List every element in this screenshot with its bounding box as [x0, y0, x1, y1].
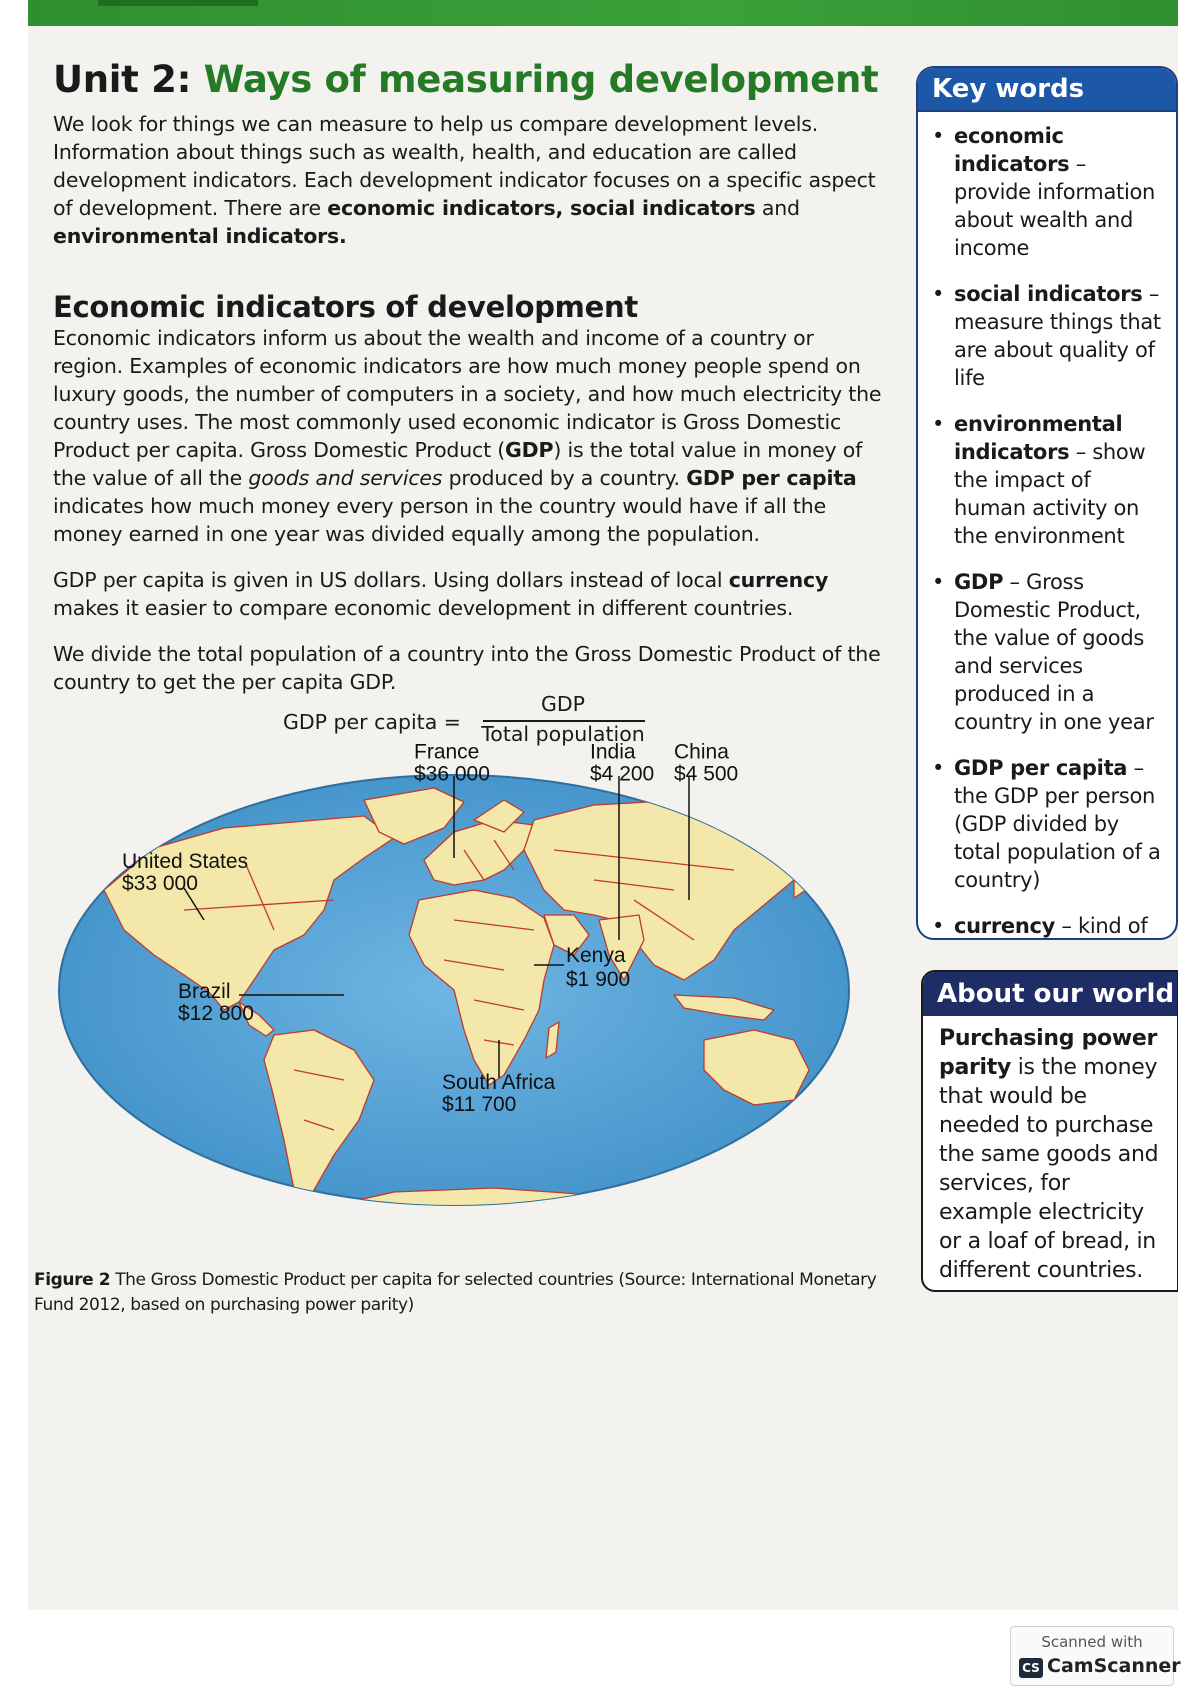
key-word-definition: – Gross Domestic Product, the value of goods and services produced in a country in one year	[954, 570, 1154, 734]
key-word-definition: – show the impact of human activity on the environment	[954, 440, 1146, 548]
formula-numerator: GDP	[540, 692, 586, 716]
bullet-icon: •	[932, 756, 945, 780]
about-term: Purchasing power parity	[939, 1026, 1158, 1080]
key-word-item	[930, 568, 1168, 736]
economic-paragraph-1	[53, 324, 883, 548]
map-label-us-value: $33 000	[122, 872, 198, 895]
key-word-term: GDP	[954, 570, 1004, 594]
map-label-br-country: Brazil	[178, 980, 231, 1003]
about-our-world-text	[923, 1016, 1177, 1285]
map-label-in-value: $4 200	[590, 762, 655, 786]
map-label-cn-value: $4 500	[674, 762, 739, 786]
bullet-icon: •	[932, 282, 945, 306]
new-zealand-shape	[822, 1098, 832, 1122]
map-label-ke-value: $1 900	[566, 968, 631, 991]
unit-title-text: Ways of measuring development	[203, 58, 879, 101]
map-label-za-country: South Africa	[442, 1071, 556, 1094]
map-label-us-country: United States	[122, 850, 249, 873]
map-label-br-value: $12 800	[178, 1002, 254, 1025]
text-run: Economic indicators inform us about the wealth and income of a country or region. Examples of economic indicators are how much money people spend on luxury goods, the number of computers in a society, and how much electricity the country uses. The most commonly used economic indicator is Gross Domestic Product per capita. Gross Domestic Product (	[53, 326, 882, 462]
text-run: GDP per capita is given in US dollars. Using dollars instead of local	[53, 568, 729, 592]
text-run: We look for things we can measure to help us compare development levels. Information about things such as wealth, health, and education are called development indicators. Each development indicator focuses on a specific aspect of development. There are	[53, 112, 876, 220]
map-label-in-country: India	[590, 740, 636, 764]
text-run: GDP	[505, 438, 554, 462]
text-run: and	[755, 196, 800, 220]
key-words-box	[916, 66, 1178, 940]
key-word-item	[930, 410, 1168, 550]
economic-heading: Economic indicators of development	[53, 290, 638, 324]
text-run: GDP per capita	[686, 466, 857, 490]
about-definition: is the money that would be needed to purchase the same goods and services, for example electricity or a loaf of bread, in different countries.	[939, 1055, 1159, 1283]
key-word-item	[930, 912, 1168, 940]
figure-label: Figure 2	[34, 1270, 111, 1290]
key-word-term: currency	[954, 914, 1056, 938]
key-word-item	[930, 280, 1168, 392]
key-word-term: social indicators	[954, 282, 1143, 306]
key-word-term: GDP per capita	[954, 756, 1128, 780]
text-run: indicates how much money every person in the country would have if all the money earned in one year was divided equally among the population.	[53, 494, 826, 546]
text-run: ) is the total value in money of the value of all the	[53, 438, 863, 490]
text-run: environmental indicators.	[53, 224, 347, 248]
economic-paragraph-2	[53, 566, 883, 622]
camscanner-name: CamScanner	[1047, 1655, 1181, 1677]
figure-caption-text: The Gross Domestic Product per capita for selected countries (Source: International Monetary Fund 2012, based on purchasing power parity)	[34, 1270, 877, 1315]
text-run: produced by a country.	[442, 466, 687, 490]
top-bar-accent	[98, 0, 258, 6]
text-run: currency	[728, 568, 829, 592]
map-label-za-value: $11 700	[442, 1093, 517, 1116]
about-our-world-box	[921, 970, 1178, 1292]
key-word-definition: – kind of	[1061, 914, 1148, 938]
economic-paragraph-3: We divide the total population of a country into the Gross Domestic Product of the country to get the per capita GDP.	[53, 642, 881, 694]
key-word-term: environmental indicators	[954, 412, 1123, 464]
key-word-item	[930, 754, 1168, 894]
world-map-figure	[34, 740, 924, 1260]
unit-prefix: Unit 2:	[53, 58, 192, 101]
map-label-ke-country: Kenya	[566, 944, 626, 967]
unit-title	[53, 58, 883, 102]
textbook-page	[28, 0, 1178, 1610]
formula-denominator: Total population	[481, 722, 645, 746]
camscanner-logo-icon: CS	[1019, 1658, 1043, 1678]
bullet-icon: •	[932, 412, 945, 436]
scanned-with-text: Scanned with	[1041, 1633, 1143, 1651]
about-our-world-title: About our world	[923, 972, 1177, 1016]
figure-caption	[34, 1268, 894, 1318]
key-words-list	[918, 112, 1176, 940]
intro-paragraph	[53, 110, 883, 250]
map-label-fr-value: $36 000	[414, 762, 490, 786]
text-run: economic indicators, social indicators	[327, 196, 756, 220]
text-run: goods and services	[248, 466, 443, 490]
key-word-definition: – provide information about wealth and income	[954, 152, 1156, 260]
formula-lhs: GDP per capita =	[283, 710, 461, 734]
top-color-bar	[28, 0, 1178, 26]
key-words-title: Key words	[918, 68, 1176, 112]
camscanner-watermark	[1010, 1626, 1181, 1686]
bullet-icon: •	[932, 124, 945, 148]
main-column	[53, 58, 883, 696]
text-run: makes it easier to compare economic development in different countries.	[53, 596, 794, 620]
map-label-cn-country: China	[674, 740, 729, 764]
bullet-icon: •	[932, 570, 945, 594]
map-label-fr-country: France	[414, 740, 480, 764]
key-word-definition: – measure things that are about quality of life	[954, 282, 1161, 390]
key-word-term: economic indicators	[954, 124, 1070, 176]
key-word-item	[930, 122, 1168, 262]
bullet-icon: •	[932, 914, 945, 938]
key-word-definition: – the GDP per person (GDP divided by total population of a country)	[954, 756, 1161, 892]
